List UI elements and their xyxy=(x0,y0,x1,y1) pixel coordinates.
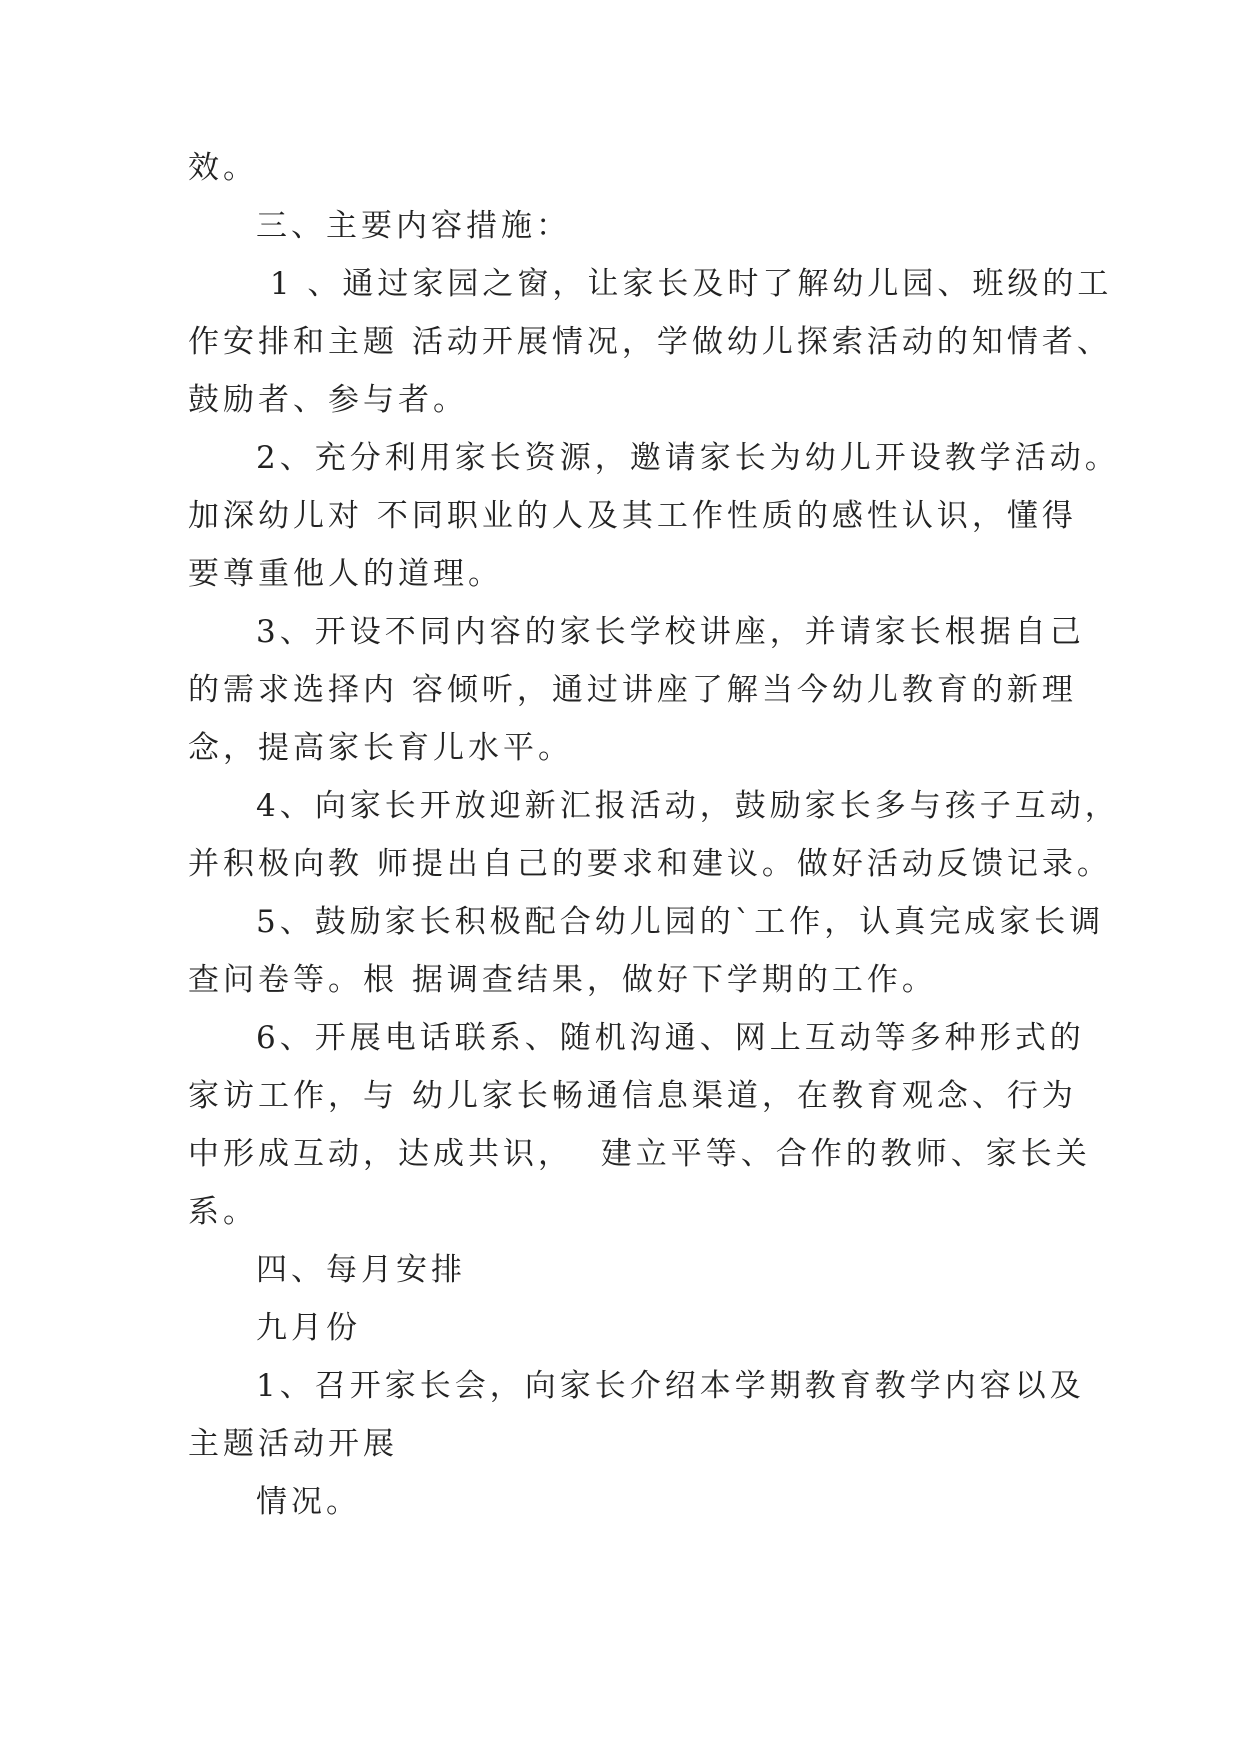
text-line: 1、召开家长会，向家长介绍本学期教育教学内容以及 xyxy=(256,1368,1085,1404)
section-heading: 三、主要内容措施： xyxy=(256,208,571,244)
text-line: 加深幼儿对 不同职业的人及其工作性质的感性认识，懂得 xyxy=(188,498,1077,534)
text-line: 家访工作，与 幼儿家长畅通信息渠道，在教育观念、行为 xyxy=(188,1078,1077,1114)
text-line: 作安排和主题 活动开展情况，学做幼儿探索活动的知情者、 xyxy=(188,324,1112,360)
text-line: 并积极向教 师提出自己的要求和建议。做好活动反馈记录。 xyxy=(188,846,1112,882)
text-line: 2、充分利用家长资源，邀请家长为幼儿开设教学活动。 xyxy=(256,440,1120,476)
text-line: 5、鼓励家长积极配合幼儿园的`工作，认真完成家长调 xyxy=(256,904,1105,940)
text-line: 情况。 xyxy=(256,1484,361,1520)
text-line: 要尊重他人的道理。 xyxy=(188,556,503,592)
text-line: 的需求选择内 容倾听，通过讲座了解当今幼儿教育的新理 xyxy=(188,672,1077,708)
text-line: 中形成互动，达成共识， 建立平等、合作的教师、家长关 xyxy=(188,1136,1091,1172)
text-line: 效。 xyxy=(188,150,258,186)
text-line: 3、开设不同内容的家长学校讲座，并请家长根据自己 xyxy=(256,614,1085,650)
subsection-heading: 九月份 xyxy=(256,1310,361,1346)
text-line: 6、开展电话联系、随机沟通、网上互动等多种形式的 xyxy=(256,1020,1085,1056)
section-heading: 四、每月安排 xyxy=(256,1252,466,1288)
text-line: 4、向家长开放迎新汇报活动，鼓励家长多与孩子互动， xyxy=(256,788,1120,824)
text-line: 查问卷等。根 据调查结果，做好下学期的工作。 xyxy=(188,962,937,998)
text-line: 系。 xyxy=(188,1194,258,1230)
text-line: 鼓励者、参与者。 xyxy=(188,382,468,418)
text-line: 1 、通过家园之窗，让家长及时了解幼儿园、班级的工 xyxy=(256,266,1113,302)
text-line: 主题活动开展 xyxy=(188,1426,398,1462)
text-line: 念，提高家长育儿水平。 xyxy=(188,730,573,766)
